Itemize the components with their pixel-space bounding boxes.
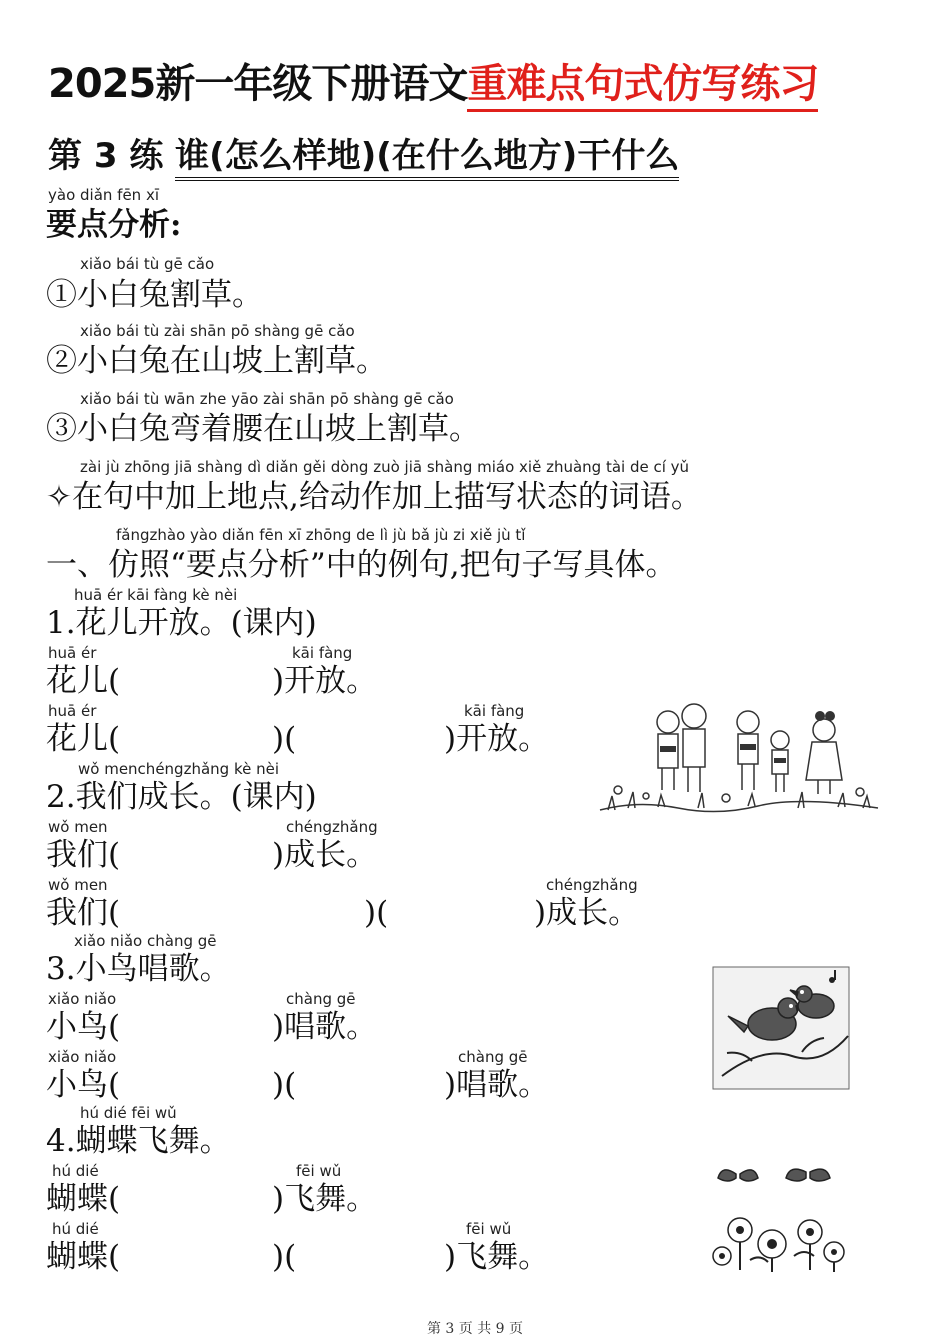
q1a-pinyin-right: kāi fàng xyxy=(292,644,353,662)
q4b-left: 蝴蝶( xyxy=(46,1239,121,1275)
title-red: 重难点句式仿写练习 xyxy=(467,61,818,112)
q4a-pinyin-left: hú dié xyxy=(52,1162,99,1180)
q4a-right: )飞舞。 xyxy=(272,1181,378,1217)
tip-pinyin: zài jù zhōng jiā shàng dì diǎn gěi dòng zuò jiā shàng miáo xiě zhuàng tài de cí yǔ xyxy=(80,458,690,476)
q1-pinyin: huā ér kāi fàng kè nèi xyxy=(74,586,238,604)
q2a-right: )成长。 xyxy=(272,837,378,873)
q3b-left: 小鸟( xyxy=(46,1067,121,1103)
section-heading: 一、仿照“要点分析”中的例句,把句子写具体。 xyxy=(46,547,677,583)
q2b-middle: )( xyxy=(364,895,389,931)
q1a-right: )开放。 xyxy=(272,663,378,699)
q2-prompt: 2.我们成长。(课内) xyxy=(46,779,317,815)
q2a-pinyin-right: chéngzhǎng xyxy=(286,818,378,836)
q1b-pinyin-right: kāi fàng xyxy=(464,702,525,720)
example-1-pinyin: xiǎo bái tù gē cǎo xyxy=(80,255,215,273)
lesson-subtitle xyxy=(48,128,679,177)
q4b-pinyin-right: fēi wǔ xyxy=(466,1220,512,1238)
q2a-left: 我们( xyxy=(46,837,121,873)
q1a-pinyin-left: huā ér xyxy=(48,644,97,662)
q3b-pinyin-right: chàng gē xyxy=(458,1048,528,1066)
q4b-pinyin-left: hú dié xyxy=(52,1220,99,1238)
q3-pinyin: xiǎo niǎo chàng gē xyxy=(74,932,217,950)
q3b-middle: )( xyxy=(272,1067,297,1103)
butterflies-illustration xyxy=(710,1160,852,1272)
q3-prompt: 3.小鸟唱歌。 xyxy=(46,951,231,987)
page-title xyxy=(48,52,818,109)
lesson-topic: 谁(怎么样地)(在什么地方)干什么 xyxy=(175,136,679,181)
q1-prompt: 1.花儿开放。(课内) xyxy=(46,605,317,641)
title-black: 2025新一年级下册语文 xyxy=(48,61,468,107)
children-illustration xyxy=(598,650,880,820)
q4a-pinyin-right: fēi wǔ xyxy=(296,1162,342,1180)
q3b-pinyin-left: xiǎo niǎo xyxy=(48,1048,117,1066)
q2-pinyin: wǒ menchéngzhǎng kè nèi xyxy=(78,760,279,778)
q1b-left: 花儿( xyxy=(46,721,121,757)
q3a-left: 小鸟( xyxy=(46,1009,121,1045)
example-3-pinyin: xiǎo bái tù wān zhe yāo zài shān pō shàng gē cǎo xyxy=(80,390,454,408)
q3a-pinyin-left: xiǎo niǎo xyxy=(48,990,117,1008)
q3a-pinyin-right: chàng gē xyxy=(286,990,356,1008)
q2b-right: )成长。 xyxy=(534,895,640,931)
birds-illustration xyxy=(712,966,850,1090)
example-1: ①小白兔割草。 xyxy=(46,277,263,313)
q4b-right: )飞舞。 xyxy=(444,1239,550,1275)
example-2-pinyin: xiǎo bái tù zài shān pō shàng gē cǎo xyxy=(80,322,355,340)
section-heading-pinyin: fǎngzhào yào diǎn fēn xī zhōng de lì jù bǎ jù zi xiě jù tǐ xyxy=(116,526,526,544)
q3a-right: )唱歌。 xyxy=(272,1009,378,1045)
q2a-pinyin-left: wǒ men xyxy=(48,818,108,836)
analysis-heading: 要点分析: xyxy=(46,207,182,243)
q1b-middle: )( xyxy=(272,721,297,757)
q1a-left: 花儿( xyxy=(46,663,121,699)
page-number: 第 3 页 共 9 页 xyxy=(426,1321,524,1337)
q2b-left: 我们( xyxy=(46,895,121,931)
example-2: ②小白兔在山坡上割草。 xyxy=(46,343,387,379)
lesson-number: 第 3 练 xyxy=(48,136,176,176)
q3b-right: )唱歌。 xyxy=(444,1067,550,1103)
tip-text: ✧在句中加上地点,给动作加上描写状态的词语。 xyxy=(46,479,702,515)
q1b-pinyin-left: huā ér xyxy=(48,702,97,720)
analysis-heading-pinyin: yào diǎn fēn xī xyxy=(48,186,159,204)
q4-prompt: 4.蝴蝶飞舞。 xyxy=(46,1123,231,1159)
q4b-middle: )( xyxy=(272,1239,297,1275)
q2b-pinyin-right: chéngzhǎng xyxy=(546,876,638,894)
q4-pinyin: hú dié fēi wǔ xyxy=(80,1104,177,1122)
q2b-pinyin-left: wǒ men xyxy=(48,876,108,894)
q1b-right: )开放。 xyxy=(444,721,550,757)
q4a-left: 蝴蝶( xyxy=(46,1181,121,1217)
example-3: ③小白兔弯着腰在山坡上割草。 xyxy=(46,411,480,447)
